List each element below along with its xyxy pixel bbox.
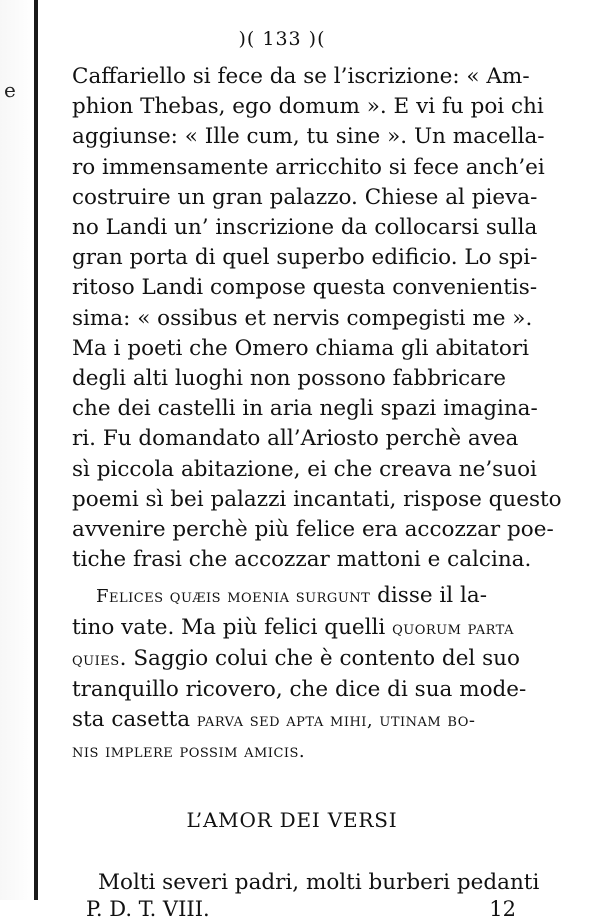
text-run: disse il la- (370, 583, 487, 609)
page-number: )( 133 )( (238, 28, 326, 50)
paragraph-1 (72, 62, 562, 575)
text-line: degli alti luoghi non possono fabbricare (72, 366, 506, 392)
latin-quote: parva sed apta mihi, utinam bo- (196, 710, 476, 732)
printer-signature: P. D. T. VIII. (86, 896, 210, 921)
text-line (72, 613, 522, 644)
text-run: sta casetta (72, 707, 197, 733)
section-title: L’AMOR DEI VERSI (186, 807, 398, 832)
latin-quote: quorum parta (392, 617, 515, 639)
text-line: poemi sì bei palazzi incantati, rispose questo (72, 486, 562, 512)
text-line (72, 736, 522, 767)
text-line: phion Thebas, ego domum ». E vi fu poi chi (72, 94, 544, 120)
text-line: sima: « ossibus et nervis compegisti me ». (72, 305, 533, 331)
text-line: avvenire perchè più felice era accozzar poe- (72, 517, 554, 543)
binding-edge (34, 0, 38, 900)
poem-line: Molti severi padri, molti burberi pedanti (98, 869, 540, 895)
page-footer (86, 897, 516, 921)
text-line: sì piccola abitazione, ei che creava ne’suoi (72, 456, 537, 482)
text-line: no Landi un’ inscrizione da collocarsi sulla (72, 215, 538, 241)
text-line (72, 581, 522, 612)
text-line: tiche frasi che accozzar mattoni e calcina. (72, 547, 532, 573)
text-line: Ma i poeti che Omero chiama gli abitatori (72, 335, 530, 361)
sheet-number: 12 (489, 896, 516, 921)
text-line: gran porta di quel superbo edificio. Lo spi- (72, 245, 538, 271)
text-line: ro immensamente arricchito si fece anch’ei (72, 154, 545, 180)
page-gutter (0, 0, 34, 900)
text-line: aggiunse: « Ille cum, tu sine ». Un macella- (72, 124, 545, 150)
text-run: tino vate. Ma più felici quelli (72, 614, 393, 640)
text-line (72, 644, 522, 675)
text-line: che dei castelli in aria negli spazi imagina- (72, 396, 538, 422)
text-line (72, 705, 522, 736)
paragraph-2 (72, 581, 527, 767)
latin-quote: quies (72, 648, 120, 670)
text-line: tranquillo ricovero, che dice di sua mode- (72, 677, 527, 703)
page-body (72, 28, 562, 921)
latin-quote: Felices quæis moenia surgunt (96, 586, 371, 608)
text-line: ritoso Landi compose questa convenientis- (72, 275, 538, 301)
text-line: ri. Fu domandato all’Ariosto perchè avea (72, 426, 519, 452)
margin-mark: e (4, 78, 16, 102)
text-run: . Saggio colui che è contento del suo (119, 645, 520, 671)
latin-quote: nis implere possim amicis. (72, 741, 306, 763)
text-line: costruire un gran palazzo. Chiese al pieva- (72, 184, 538, 210)
text-line: Caffariello si fece da se l’iscrizione: « Am- (72, 64, 530, 89)
